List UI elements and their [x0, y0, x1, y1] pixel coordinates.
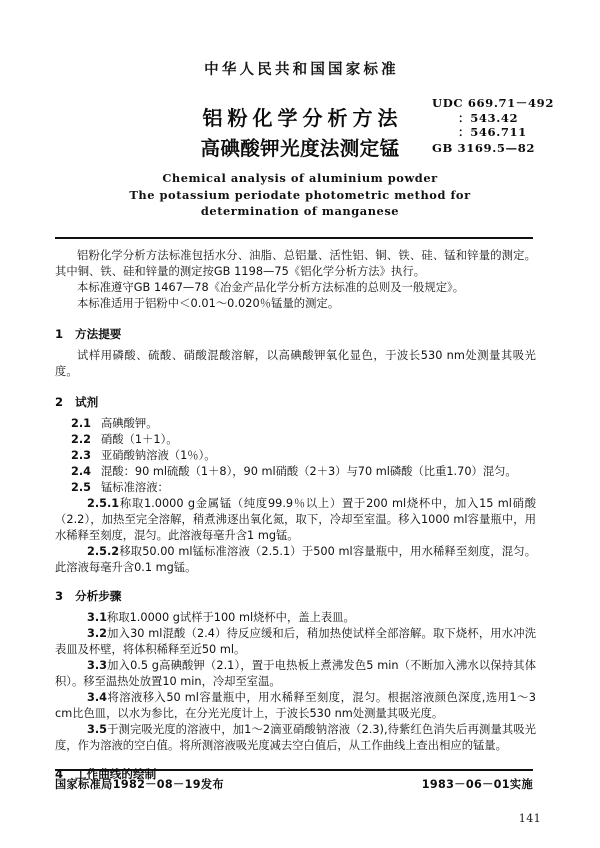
english-title-line1: Chemical analysis of aluminium powder	[162, 171, 438, 185]
spacer	[55, 576, 536, 588]
section-number-3: 3	[55, 589, 64, 603]
document-footer	[55, 776, 533, 792]
footer-divider	[55, 769, 533, 771]
english-title-line2: The potassium periodate photometric method for	[129, 187, 471, 202]
section-heading-3	[55, 588, 536, 604]
header-divider	[55, 237, 533, 239]
procedure-step-3-2	[55, 626, 536, 658]
reagent-number-2-5-2: 2.5.2	[87, 545, 120, 558]
procedure-text-3-4: 将溶液移入50 ml容量瓶中，用水稀释至刻度，混匀。根据溶液颜色深度,选用1～3 cm比色皿，以水为参比，在分光光度计上，于波长530 nm处测量其吸光度。	[55, 691, 536, 720]
national-standard-header: 中华人民共和国国家标准	[204, 62, 399, 78]
procedure-number-3-4: 3.4	[87, 691, 108, 704]
reagent-item-2-5-2	[55, 544, 536, 576]
procedure-number-3-5: 3.5	[87, 723, 108, 736]
spacer	[55, 380, 536, 394]
reagent-text-2-1: 高碘酸钾。	[101, 417, 158, 430]
section-heading-2	[55, 394, 536, 410]
issuing-authority-date: 国家标准局1982－08－19发布	[55, 778, 224, 791]
reagent-item-2-5-1	[55, 496, 536, 544]
document-body	[55, 248, 536, 782]
procedure-step-3-5	[55, 722, 536, 754]
procedure-step-3-3	[55, 658, 536, 690]
page-title-line2: 高碘酸钾光度法测定锰	[200, 137, 400, 160]
section-number-2: 2	[55, 395, 64, 409]
procedure-step-3-4	[55, 690, 536, 722]
standard-number: GB 3169.5—82	[432, 140, 536, 155]
spacer	[55, 754, 536, 766]
udc-subcode-1: ：543.42	[458, 110, 519, 125]
intro-paragraph-3: 本标准适用于铝粉中＜0.01～0.020％锰量的测定。	[77, 297, 340, 310]
reagent-number-2-5: 2.5	[71, 481, 92, 494]
procedure-text-3-2: 加入30 ml混酸（2.4）待反应缓和后，稍加热使试样全部溶解。取下烧杯，用水冲洗表皿及杯壁，将体积稀释至近50 ml。	[55, 627, 536, 656]
reagent-item-2-3	[55, 448, 536, 464]
reagent-item-2-4	[55, 464, 536, 480]
reagent-text-2-5: 锰标准溶液：	[101, 481, 169, 494]
english-title	[0, 170, 600, 220]
reagent-text-2-5-1: 称取1.0000 g金属锰（纯度99.9％以上）置于200 ml烧杯中，加入15 ml硝酸（2.2），加热至完全溶解，稍煮沸逐出氧化氮，取下，冷却至室温。移入1000 ml容量瓶中，用水稀释至刻度，混匀。此溶液每毫升含1 mg锰。	[55, 497, 536, 542]
page-title-line1: 铝粉化学分析方法	[202, 106, 403, 130]
reagent-text-2-3: 亚硝酸钠溶液（1％）。	[101, 449, 216, 462]
procedure-text-3-1: 称取1.0000 g试样于100 ml烧杯中，盖上表皿。	[107, 611, 355, 624]
section-number-1: 1	[55, 327, 64, 341]
reagent-item-2-2	[55, 432, 536, 448]
intro-paragraph-1: 铝粉化学分析方法标准包括水分、油脂、总铝量、活性铝、铜、铁、硅、锰和锌量的测定。其中铜、铁、硅和锌量的测定按GB 1198—75《铝化学分析方法》执行。	[55, 249, 536, 278]
procedure-text-3-5: 于测完吸光度的溶液中，加1～2滴亚硝酸钠溶液（2.3),待紫红色消失后再测量其吸光度，作为溶液的空白值。将所测溶液吸光度减去空白值后，从工作曲线上查出相应的锰量。	[55, 723, 536, 752]
reagent-text-2-4: 混酸：90 ml硫酸（1＋8），90 ml硝酸（2＋3）与70 ml磷酸（比重1.70）混匀。	[101, 465, 517, 478]
reagent-number-2-5-1: 2.5.1	[87, 497, 120, 510]
section-title-2: 试剂	[75, 395, 99, 409]
reagent-text-2-5-2: 移取50.00 ml锰标准溶液（2.5.1）于500 ml容量瓶中，用水稀释至刻度，混匀。此溶液每毫升含0.1 mg锰。	[55, 545, 536, 574]
procedure-number-3-3: 3.3	[87, 659, 108, 672]
reagent-number-2-4: 2.4	[71, 465, 92, 478]
section-number-4: 4	[55, 767, 64, 781]
procedure-step-3-1	[55, 610, 536, 626]
procedure-number-3-1: 3.1	[87, 611, 108, 624]
classification-codes	[432, 96, 582, 155]
section-title-1: 方法提要	[75, 327, 122, 341]
spacer	[55, 312, 536, 326]
section-title-3: 分析步骤	[75, 589, 122, 603]
udc-code: UDC 669.71－492	[432, 96, 554, 110]
english-title-line3: determination of manganese	[200, 204, 400, 218]
effective-date: 1983－06－01实施	[421, 778, 533, 791]
intro-paragraph-2: 本标准遵守GB 1467—78《冶金产品化学分析方法标准的总则及一般规定》。	[77, 281, 465, 294]
section-heading-1	[55, 326, 536, 342]
reagent-item-2-5	[55, 480, 536, 496]
udc-subcode-2: ：546.711	[458, 125, 527, 140]
reagent-number-2-3: 2.3	[71, 449, 92, 462]
section-title-4: 工作曲线的绘制	[75, 767, 157, 781]
section-1-body: 试样用磷酸、硫酸、硝酸混酸溶解，以高碘酸钾氧化显色，于波长530 nm处测量其吸光度。	[55, 349, 536, 378]
reagent-item-2-1	[55, 416, 536, 432]
reagent-number-2-1: 2.1	[71, 417, 92, 430]
procedure-number-3-2: 3.2	[87, 627, 108, 640]
reagent-number-2-2: 2.2	[71, 433, 92, 446]
procedure-text-3-3: 加入0.5 g高碘酸钾（2.1），置于电热板上煮沸发色5 min（不断加入沸水以保持其体积）。移至温热处放置10 min，冷却至室温。	[55, 659, 536, 688]
masthead	[0, 60, 600, 80]
page-number: 141	[518, 812, 541, 825]
reagent-text-2-2: 硝酸（1＋1）。	[101, 433, 178, 446]
